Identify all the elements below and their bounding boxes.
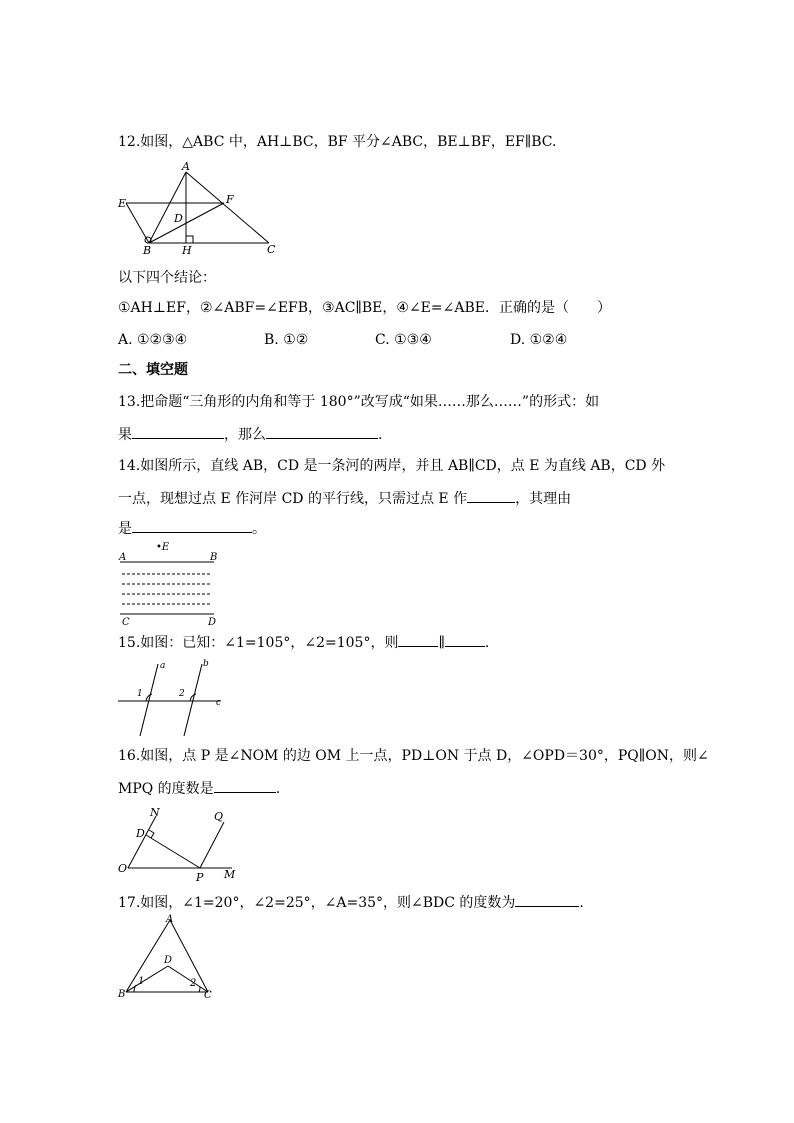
q15-blank-1[interactable]: [398, 632, 438, 647]
q16-blank[interactable]: [214, 778, 276, 793]
q14-river-hatching: [122, 574, 212, 604]
q16-label-p: P: [196, 871, 204, 882]
q17-seg-ac: [170, 920, 208, 992]
q16-label-o: O: [118, 862, 128, 875]
q16-ray-on: [128, 816, 156, 868]
q12-seg-ac: [186, 172, 269, 243]
q12-right-angle-mark: [186, 236, 193, 243]
q15-blank-2[interactable]: [445, 632, 485, 647]
q17-label-c: C: [204, 990, 212, 1000]
q12-label-b: B: [143, 244, 152, 255]
q14-label-b: B: [210, 552, 218, 563]
q14-line3: [118, 518, 266, 539]
q13-prefix: 果: [118, 427, 132, 443]
q12-label-a: A: [182, 160, 190, 173]
q15-text: 15.如图：已知：∠1=105°，∠2=105°，则: [118, 635, 399, 651]
q17-label-b: B: [118, 989, 126, 1000]
q12-option-b[interactable]: B. ①②: [264, 332, 309, 348]
q14-end: 。: [252, 521, 266, 537]
q16-ray-pq: [200, 822, 224, 868]
q17-angle-1-arc: [134, 985, 136, 992]
q14-text: 14.如图所示，直线 AB，CD 是一条河的两岸，并且 AB∥CD，点 E 为直线 AB，CD 外: [118, 458, 666, 474]
q17-seg-bd: [126, 966, 168, 992]
q17-label-d: D: [164, 955, 173, 966]
q14-prefix: 是: [118, 521, 132, 537]
q12-option-a[interactable]: A. ①②③④: [118, 332, 188, 348]
q12-intro: 以下四个结论：: [118, 270, 216, 286]
q16-end: .: [275, 781, 281, 797]
q14-label-e: •E: [156, 542, 170, 553]
q13-mid: ，那么: [224, 427, 266, 443]
q13-blank-if[interactable]: [132, 424, 224, 439]
q15-line-b: [184, 664, 202, 736]
q12-label-f: F: [226, 193, 234, 206]
q17-end: .: [579, 895, 584, 911]
q17-seg-dc: [168, 966, 208, 992]
q12-label-h: H: [182, 244, 192, 255]
q12-label-e: E: [118, 197, 127, 210]
q15-label-c: c: [216, 698, 222, 708]
q12-seg-ab: [149, 172, 186, 243]
q14-blank-2[interactable]: [132, 518, 252, 533]
q12-statements: ①AH⊥EF，②∠ABF=∠EFB，③AC∥BE，④∠E=∠ABE．正确的是（ ）: [118, 300, 611, 316]
q14-label-c: C: [122, 617, 130, 628]
q17-angle-2-arc: [199, 987, 200, 992]
q17-line: [118, 892, 584, 913]
q16-text: 16.如图，点 P 是∠NOM 的边 OM 上一点，PD⊥ON 于点 D，∠OPD＝30°，PQ∥ON，则∠: [118, 748, 709, 764]
q15-line-a: [140, 664, 158, 736]
q15-figure: [116, 658, 226, 738]
q12-option-c[interactable]: C. ①③④: [375, 332, 432, 348]
q12-label-d: D: [174, 212, 183, 225]
q16-label-n: N: [150, 806, 160, 819]
q15-label-2: 2: [179, 689, 185, 699]
q14-blank-1[interactable]: [467, 488, 515, 503]
q14-figure: [116, 540, 226, 628]
q15-label-b: b: [203, 659, 209, 669]
q15-line: [118, 632, 489, 653]
q15-end: .: [484, 635, 490, 651]
q16-figure: [116, 806, 246, 882]
q13-line2: [118, 424, 382, 445]
q12-stem: 12.如图，△ABC 中，AH⊥BC，BF 平分∠ABC，BE⊥BF，EF∥BC.: [118, 134, 557, 150]
section-title: 二、填空题: [118, 362, 188, 378]
q13-end: .: [378, 427, 383, 443]
q17-label-1: 1: [138, 976, 145, 987]
q12-label-c: C: [267, 243, 276, 255]
q16-label-d: D: [136, 827, 145, 840]
q17-blank[interactable]: [515, 892, 579, 907]
q15-parallel: ∥: [438, 635, 445, 651]
q12-option-d[interactable]: D. ①②④: [510, 332, 568, 348]
q14-text2-end: ，其理由: [515, 491, 572, 507]
q15-label-1: 1: [137, 689, 143, 699]
q16-label-q: Q: [214, 810, 224, 823]
q12-seg-be: [126, 203, 149, 243]
q15-label-a: a: [160, 661, 166, 671]
q14-label-d: D: [208, 617, 217, 628]
q17-label-a: A: [166, 914, 174, 925]
q16-label-m: M: [224, 868, 236, 881]
q14-label-a: A: [119, 552, 127, 563]
q16-line2: [118, 778, 280, 799]
q17-figure: [116, 914, 220, 1000]
q17-label-2: 2: [190, 978, 197, 989]
q16-text2: MPQ 的度数是: [118, 781, 214, 797]
q16-seg-pd: [146, 835, 200, 868]
q17-text: 17.如图，∠1=20°，∠2=25°，∠A=35°，则∠BDC 的度数为: [118, 895, 516, 911]
q13-text: 13.把命题“三角形的内角和等于 180°”改写成“如果……那么……”的形式：如: [118, 394, 600, 410]
q13-blank-then[interactable]: [266, 424, 378, 439]
q14-text2: 一点，现想过点 E 作河岸 CD 的平行线，只需过点 E 作: [118, 491, 468, 507]
q12-figure: [116, 160, 286, 255]
q14-line2: [118, 488, 571, 509]
